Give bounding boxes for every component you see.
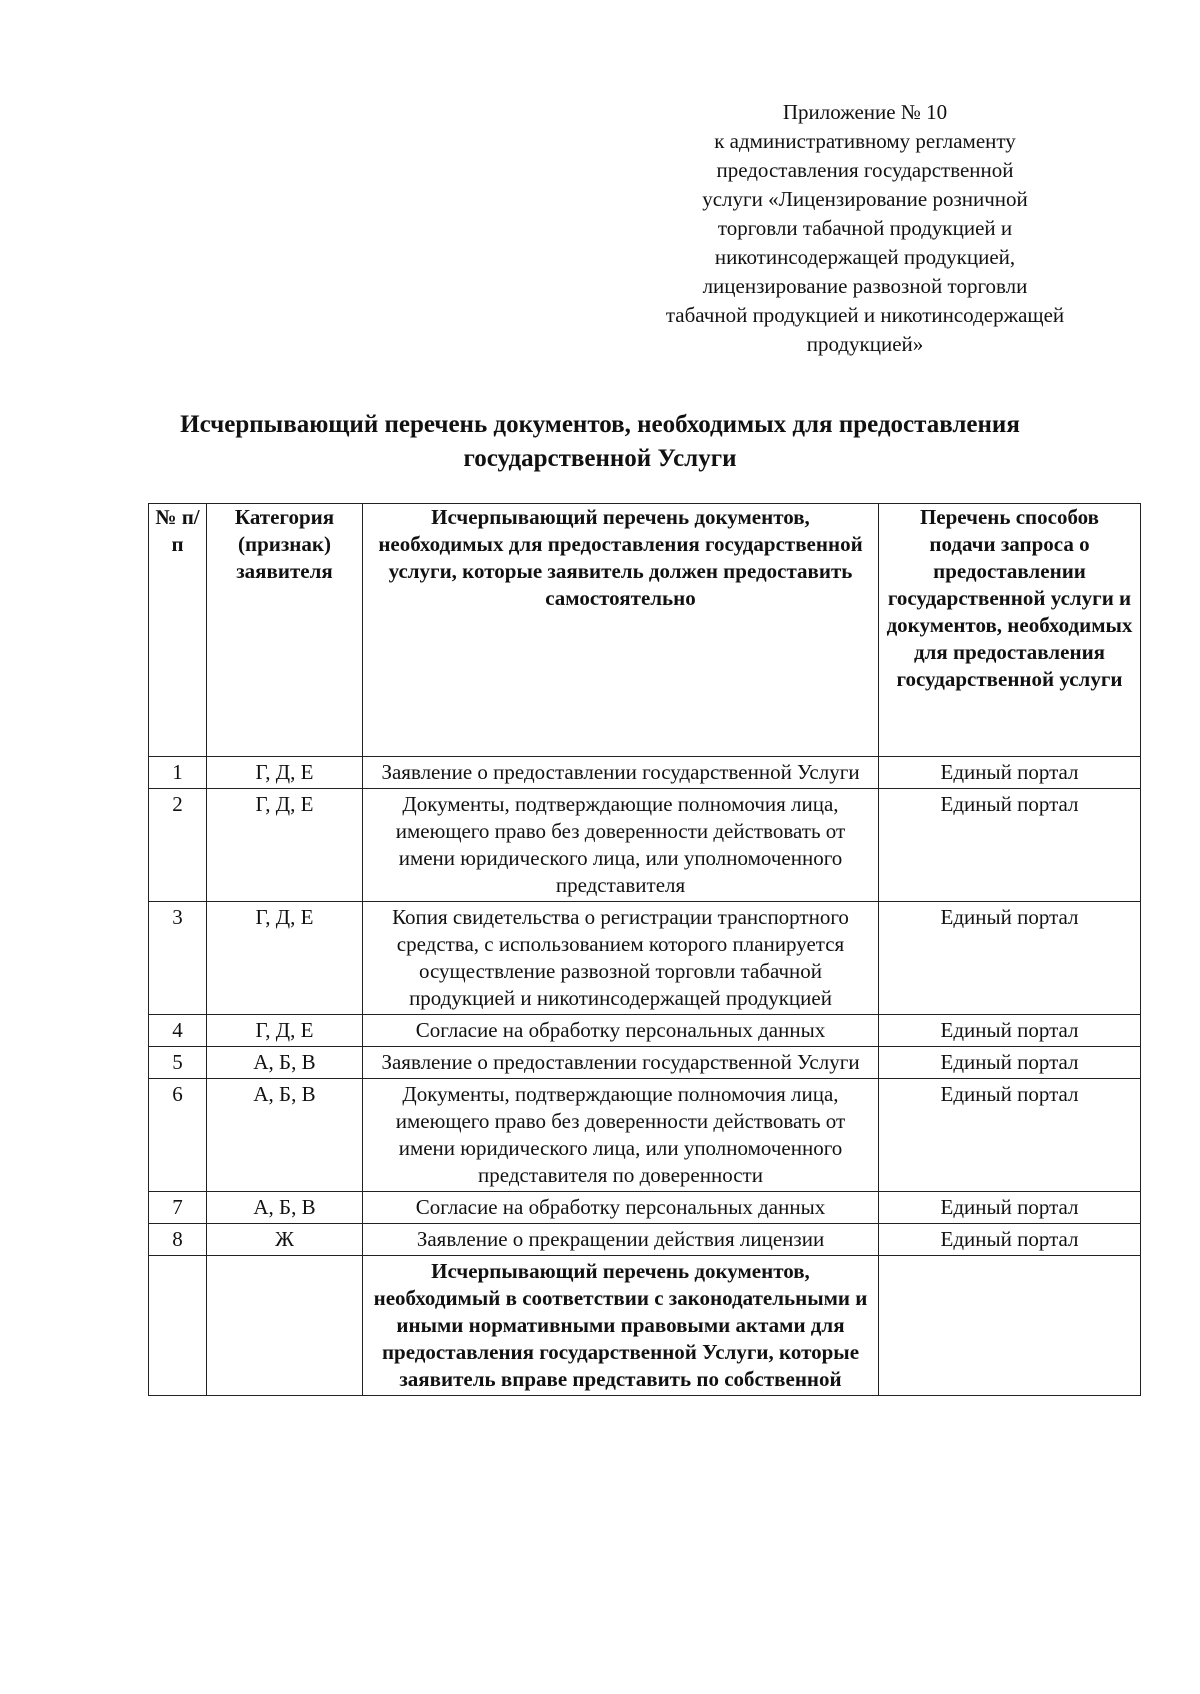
cell-method: Единый портал bbox=[879, 757, 1141, 789]
table-section-row bbox=[149, 1256, 1141, 1396]
cell-number: 7 bbox=[149, 1192, 207, 1224]
appendix-line: предоставления государственной bbox=[716, 158, 1014, 182]
cell-number: 1 bbox=[149, 757, 207, 789]
cell-document: Копия свидетельства о регистрации транспортного средства, с использованием которого планируется осуществление развозной торговли табачной продукцией и никотинсодержащей продукцией bbox=[363, 902, 879, 1015]
cell-number: 2 bbox=[149, 789, 207, 902]
cell-document: Документы, подтверждающие полномочия лица, имеющего право без доверенности действовать от имени юридического лица, или уполномоченного представителя по доверенности bbox=[363, 1079, 879, 1192]
cell-category: А, Б, В bbox=[207, 1047, 363, 1079]
cell-method: Единый портал bbox=[879, 1079, 1141, 1192]
table-row bbox=[149, 757, 1141, 789]
header-documents: Исчерпывающий перечень документов, необходимых для предоставления государственной услуги, которые заявитель должен предоставить самостоятельно bbox=[363, 504, 879, 757]
appendix-line: услуги «Лицензирование розничной bbox=[702, 187, 1028, 211]
appendix-header bbox=[620, 98, 1110, 359]
document-title-line2: государственной Услуги bbox=[463, 445, 737, 472]
cell-method: Единый портал bbox=[879, 1224, 1141, 1256]
cell-number: 8 bbox=[149, 1224, 207, 1256]
documents-table bbox=[148, 503, 1141, 1396]
cell-document: Согласие на обработку персональных данных bbox=[363, 1015, 879, 1047]
cell-document: Документы, подтверждающие полномочия лица, имеющего право без доверенности действовать от имени юридического лица, или уполномоченного представителя bbox=[363, 789, 879, 902]
table-row bbox=[149, 1047, 1141, 1079]
appendix-line: торговли табачной продукцией и bbox=[717, 216, 1013, 240]
cell-empty bbox=[207, 1256, 363, 1396]
appendix-line: лицензирование развозной торговли bbox=[702, 274, 1028, 298]
table-row bbox=[149, 1192, 1141, 1224]
header-category: Категория (признак) заявителя bbox=[207, 504, 363, 757]
table-row bbox=[149, 1224, 1141, 1256]
cell-method: Единый портал bbox=[879, 1192, 1141, 1224]
cell-category: Г, Д, Е bbox=[207, 1015, 363, 1047]
appendix-line: продукцией» bbox=[806, 332, 924, 356]
cell-method: Единый портал bbox=[879, 902, 1141, 1015]
cell-number: 5 bbox=[149, 1047, 207, 1079]
document-title-line1: Исчерпывающий перечень документов, необходимых для предоставления bbox=[180, 411, 1020, 438]
appendix-line: Приложение № 10 bbox=[782, 100, 948, 124]
cell-category: Г, Д, Е bbox=[207, 902, 363, 1015]
cell-document: Заявление о предоставлении государственной Услуги bbox=[363, 757, 879, 789]
cell-document: Заявление о прекращении действия лицензии bbox=[363, 1224, 879, 1256]
cell-category: А, Б, В bbox=[207, 1192, 363, 1224]
cell-category: Г, Д, Е bbox=[207, 789, 363, 902]
cell-number: 4 bbox=[149, 1015, 207, 1047]
cell-method: Единый портал bbox=[879, 1047, 1141, 1079]
appendix-line: к административному регламенту bbox=[714, 129, 1016, 153]
table-row bbox=[149, 1015, 1141, 1047]
table-row bbox=[149, 1079, 1141, 1192]
header-number: № п/п bbox=[149, 504, 207, 757]
cell-empty bbox=[149, 1256, 207, 1396]
document-title bbox=[140, 408, 1060, 476]
cell-document: Заявление о предоставлении государственной Услуги bbox=[363, 1047, 879, 1079]
appendix-line: никотинсодержащей продукцией, bbox=[714, 245, 1016, 269]
cell-document: Согласие на обработку персональных данных bbox=[363, 1192, 879, 1224]
cell-category: Ж bbox=[207, 1224, 363, 1256]
cell-category: Г, Д, Е bbox=[207, 757, 363, 789]
header-submission-methods: Перечень способов подачи запроса о предоставлении государственной услуги и документов, необходимых для предоставления государственной услуги bbox=[879, 504, 1141, 757]
cell-empty bbox=[879, 1256, 1141, 1396]
table-row bbox=[149, 789, 1141, 902]
table-header-row bbox=[149, 504, 1141, 757]
cell-method: Единый портал bbox=[879, 1015, 1141, 1047]
cell-method: Единый портал bbox=[879, 789, 1141, 902]
section-title-cell: Исчерпывающий перечень документов, необходимый в соответствии с законодательными и иными нормативными правовыми актами для предоставления государственной Услуги, которые заявитель вправе представить по собственной bbox=[363, 1256, 879, 1396]
cell-category: А, Б, В bbox=[207, 1079, 363, 1192]
cell-number: 6 bbox=[149, 1079, 207, 1192]
cell-number: 3 bbox=[149, 902, 207, 1015]
appendix-line: табачной продукцией и никотинсодержащей bbox=[665, 303, 1065, 327]
table-row bbox=[149, 902, 1141, 1015]
